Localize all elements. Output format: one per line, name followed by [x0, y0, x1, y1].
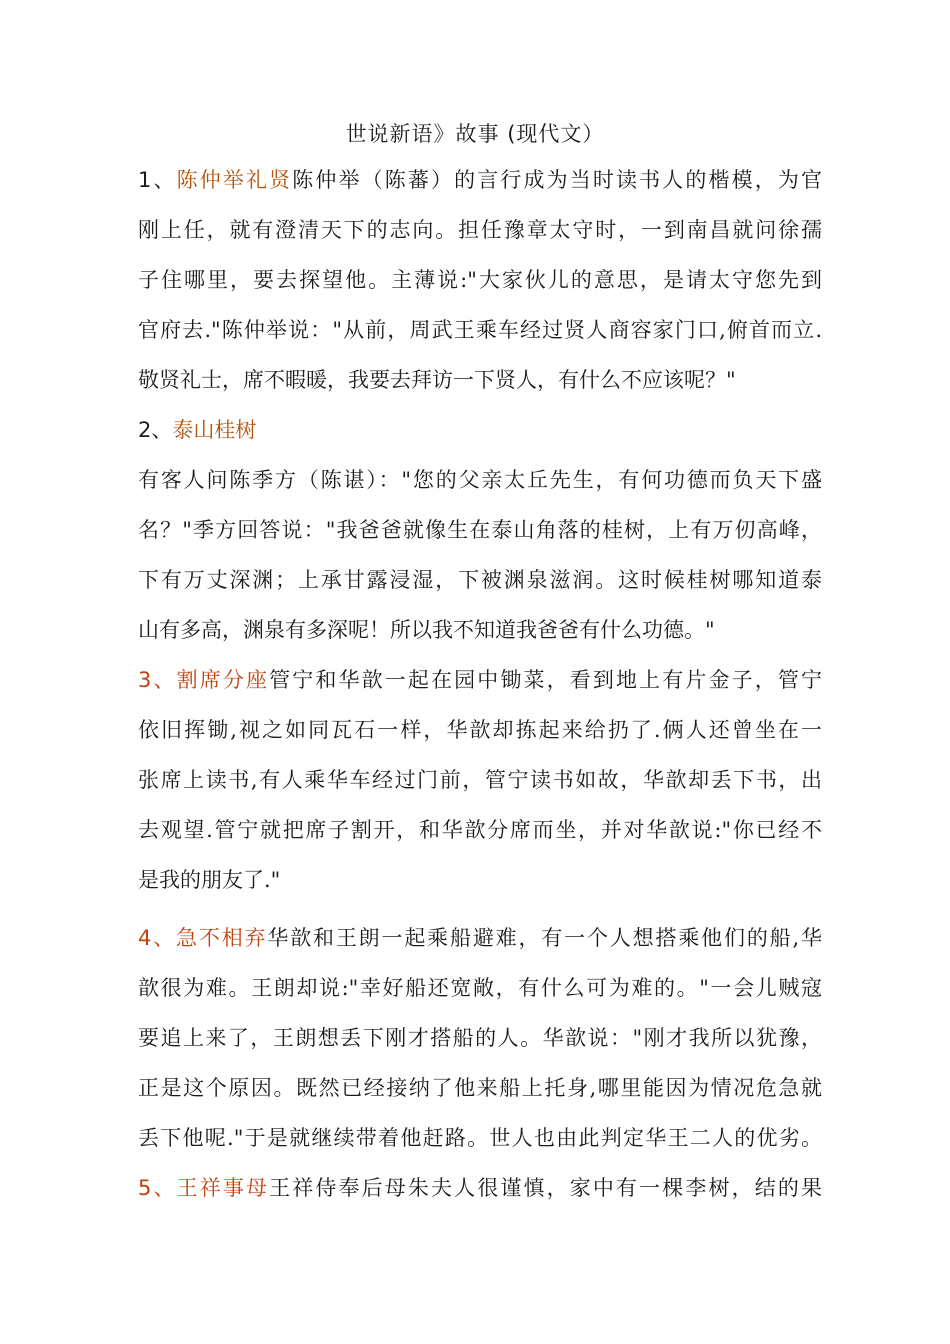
- document-body: [138, 160, 822, 1218]
- story-title: 王祥事母: [176, 1176, 270, 1200]
- paragraph-gap: [138, 910, 822, 918]
- story-text: 王祥侍奉后母朱夫人很谨慎，家中有一棵李树，结的果: [269, 1176, 822, 1200]
- story-2-line-3: 下有万丈深渊；上承甘露浸湿，下被渊泉滋润。这时候桂树哪知道泰: [138, 568, 822, 592]
- story-1-line-2: 刚上任，就有澄清天下的志向。担任豫章太守时，一到南昌就问徐孺: [138, 218, 822, 242]
- story-2-line-4: 山有多高，渊泉有多深呢！所以我不知道我爸爸有什么功德。": [138, 618, 715, 642]
- story-title: 泰山桂树: [172, 418, 257, 442]
- story-4-line-2: 歆很为难。王朗却说:"幸好船还宽敞，有什么可为难的。"一会儿贼寇: [138, 976, 822, 1000]
- story-title: 割席分座: [176, 668, 270, 692]
- story-3-line-5: 是我的朋友了.": [138, 868, 281, 892]
- story-5-line-1: [138, 1168, 822, 1218]
- title-tail: (现代文）: [507, 122, 605, 146]
- story-title: 急不相弃: [176, 926, 268, 950]
- story-3-line-2: 依旧挥锄,视之如同瓦石一样，华歆却拣起来给扔了.俩人还曾坐在一: [138, 718, 822, 742]
- title-main: 世说新语》故事: [345, 122, 500, 146]
- story-2-line-1: 有客人问陈季方（陈谌）："您的父亲太丘先生，有何功德而负天下盛: [138, 468, 822, 492]
- story-4-line-1: [138, 918, 822, 968]
- story-4-line-3: 要追上来了，王朗想丢下刚才搭船的人。华歆说："刚才我所以犹豫，: [138, 1026, 822, 1050]
- story-title: 陈仲举礼贤: [176, 168, 293, 192]
- story-1-line-5: 敬贤礼士，席不暇暖，我要去拜访一下贤人，有什么不应该呢？": [138, 368, 736, 392]
- story-number: 3、: [138, 668, 177, 692]
- story-3-line-3: 张席上读书,有人乘华车经过门前，管宁读书如故，华歆却丢下书，出: [138, 768, 822, 792]
- story-number: 2、: [138, 418, 173, 442]
- story-1-line-1: [138, 160, 822, 210]
- story-4-line-5: 丢下他呢."于是就继续带着他赶路。世人也由此判定华王二人的优劣。: [138, 1126, 822, 1150]
- story-2-line-2: 名？"季方回答说："我爸爸就像生在泰山角落的桂树，上有万仞高峰，: [138, 518, 822, 542]
- story-number: 5、: [138, 1176, 177, 1200]
- document-title: [0, 118, 950, 148]
- story-1-line-3: 子住哪里，要去探望他。主薄说:"大家伙儿的意思，是请太守您先到: [138, 268, 822, 292]
- story-1-line-4: 官府去."陈仲举说："从前，周武王乘车经过贤人商容家门口,俯首而立.: [138, 318, 822, 342]
- story-3-line-1: [138, 660, 822, 710]
- story-4-line-4: 正是这个原因。既然已经接纳了他来船上托身,哪里能因为情况危急就: [138, 1076, 822, 1100]
- story-number: 4、: [138, 926, 177, 950]
- story-text: 管宁和华歆一起在园中锄菜，看到地上有片金子，管宁: [269, 668, 822, 692]
- story-3-line-4: 去观望.管宁就把席子割开，和华歆分席而坐，并对华歆说:"你已经不: [138, 818, 822, 842]
- story-text: 华歆和王朗一起乘船避难，有一个人想搭乘他们的船,华: [267, 926, 822, 950]
- story-2-heading: [138, 410, 822, 460]
- story-number: 1、: [138, 168, 177, 192]
- story-text: 陈仲举（陈蕃）的言行成为当时读书人的楷模，为官: [292, 168, 822, 192]
